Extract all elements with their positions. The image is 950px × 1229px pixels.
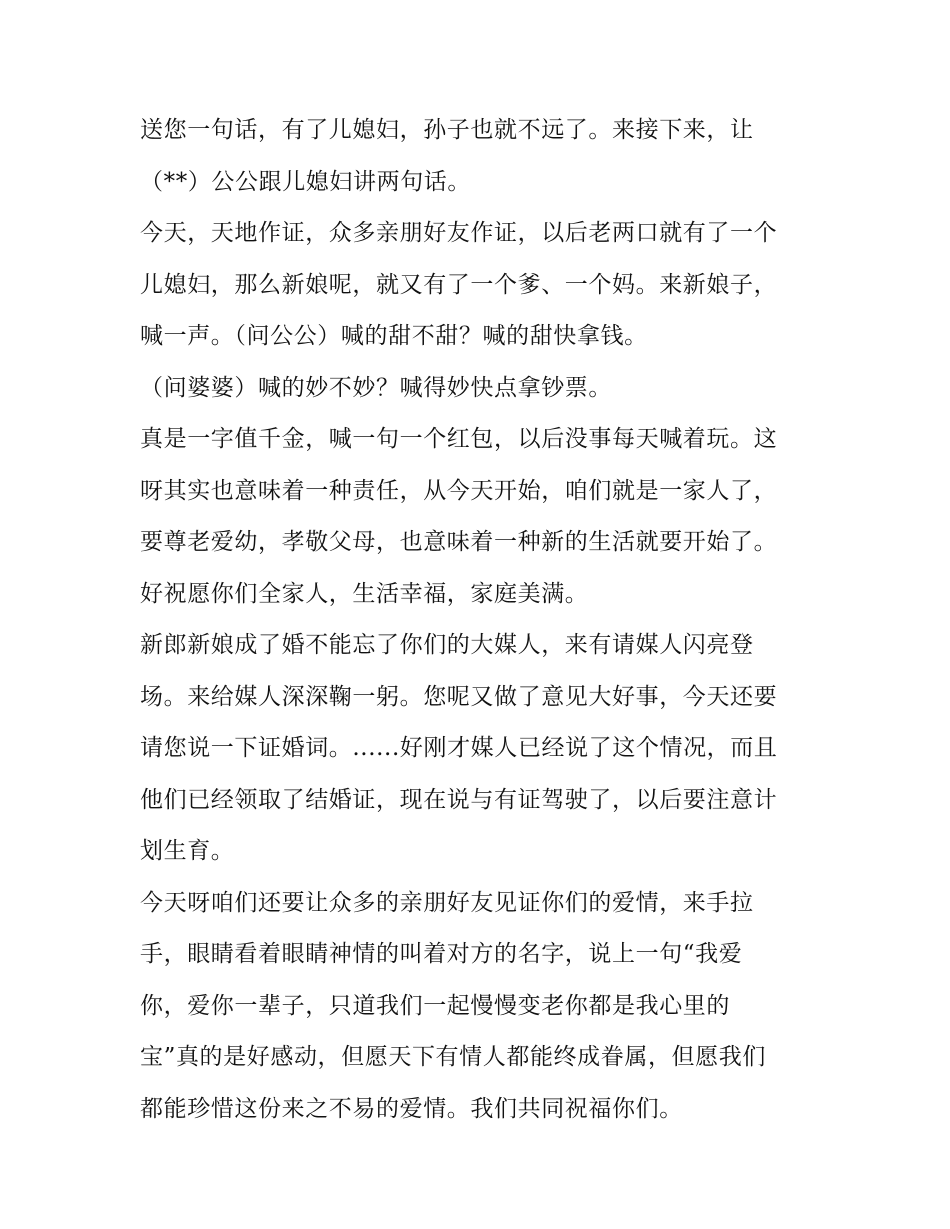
- text-line: 场。来给媒人深深鞠一躬。您呢又做了意见大好事，今天还要: [140, 683, 778, 710]
- text-line: 儿媳妇，那么新娘呢，就又有了一个爹、一个妈。来新娘子，: [140, 271, 778, 298]
- text-line: 手，眼睛看着眼睛神情的叫着对方的名字，说上一句“我爱: [140, 941, 743, 967]
- text-line: 好祝愿你们全家人，生活幸福，家庭美满。: [140, 580, 589, 607]
- text-line: 划生育。: [140, 838, 235, 864]
- text-line: 要尊老爱幼，孝敬父母，也意味着一种新的生活就要开始了。: [140, 529, 778, 555]
- text-line: 你，爱你一辈子，只道我们一起慢慢变老你都是我心里的: [140, 992, 730, 1019]
- text-line: 送您一句话，有了儿媳妇，孙子也就不远了。来接下来，让: [140, 117, 754, 143]
- document-body: [140, 105, 830, 1135]
- text-line: 真是一字值千金，喊一句一个红包，以后没事每天喊着玩。这: [140, 426, 778, 452]
- text-line: 今天，天地作证，众多亲朋好友作证，以后老两口就有了一个: [140, 220, 778, 246]
- text-line: 请您说一下证婚词。......好刚才媒人已经说了这个情况，而且: [140, 735, 778, 761]
- text-line: 今天呀咱们还要让众多的亲朋好友见证你们的爱情，来手拉: [140, 889, 754, 916]
- text-line: 他们已经领取了结婚证，现在说与有证驾驶了，以后要注意计: [140, 786, 778, 813]
- text-line: 新郎新娘成了婚不能忘了你们的大媒人，来有请媒人闪亮登: [140, 632, 754, 658]
- text-line: 宝”真的是好感动，但愿天下有情人都能终成眷属，但愿我们: [140, 1044, 766, 1070]
- text-line: 喊一声。（问公公）喊的甜不甜？喊的甜快拿钱。: [140, 323, 648, 349]
- text-line: （**）公公跟儿媳妇讲两句话。: [140, 168, 471, 195]
- text-line: （问婆婆）喊的妙不妙？喊得妙快点拿钞票。: [140, 374, 612, 401]
- text-line: 都能珍惜这份来之不易的爱情。我们共同祝福你们。: [140, 1095, 683, 1122]
- text-line: 呀其实也意味着一种责任，从今天开始，咱们就是一家人了，: [140, 477, 778, 504]
